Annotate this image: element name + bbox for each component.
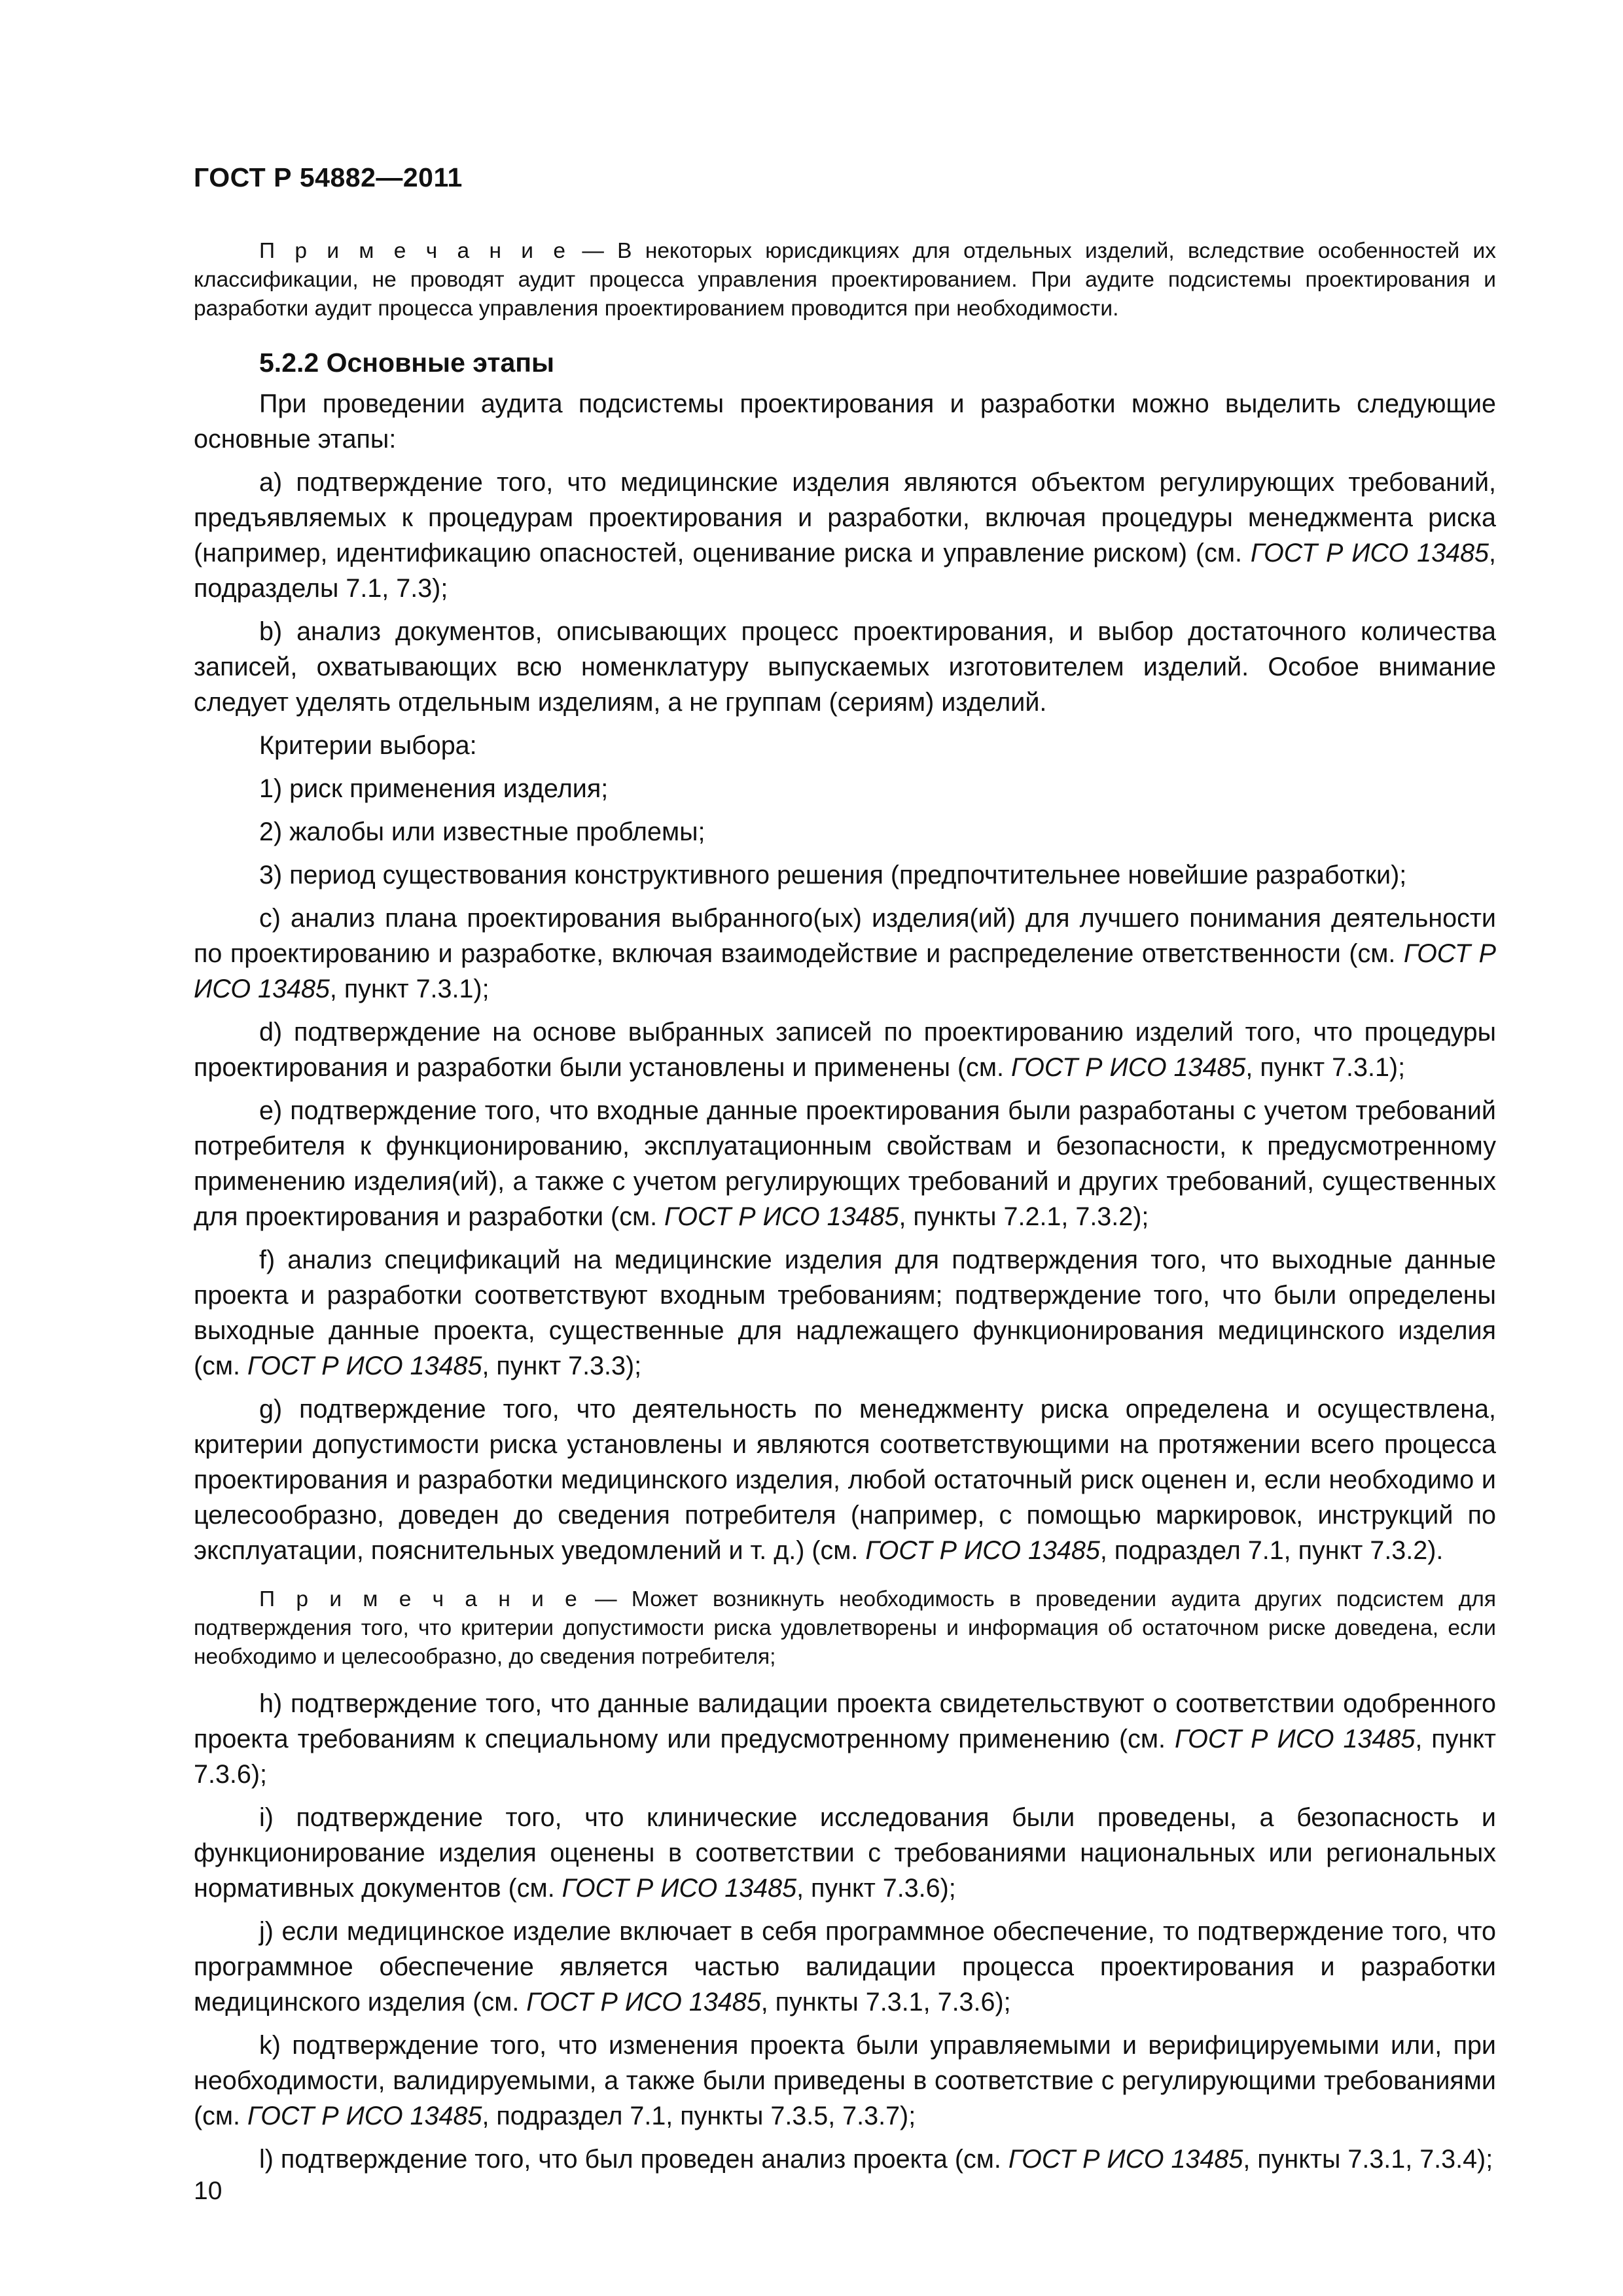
reference: ГОСТ Р ИСО 13485: [1174, 1725, 1416, 1753]
note-paragraph: [194, 237, 1496, 323]
item-d: d) подтверждение на основе выбранных записей по проектированию изделий того, что процедуры проектирования и разработки были установлены и применены (см. ГОСТ Р ИСО 13485, пункт 7.3.1);: [194, 1018, 1496, 1082]
item-b: b) анализ документов, описывающих процесс проектирования, и выбор достаточного количества записей, охватывающих всю номенклатуру выпускаемых изготовителем изделий. Особое внимание следует уделять отдельным изделиям, а не группам (сериям) изделий.: [194, 617, 1496, 717]
reference: ГОСТ Р ИСО 13485: [526, 1988, 761, 2017]
reference: ГОСТ Р ИСО 13485: [664, 1202, 899, 1231]
item-e: e) подтверждение того, что входные данные проектирования были разработаны с учетом требований потребителя к функционированию, эксплуатационным свойствам и безопасности, к предусмотренному применению изделия(ий), а также с учетом регулирующих требований и других требований, существенных для проектирования и разработки (см. ГОСТ Р ИСО 13485, пункты 7.2.1, 7.3.2);: [194, 1096, 1496, 1231]
item-j: j) если медицинское изделие включает в себя программное обеспечение, то подтверждение того, что программное обеспечение является частью валидации процесса проектирования и разработки медицинского изделия (см. ГОСТ Р ИСО 13485, пункты 7.3.1, 7.3.6);: [194, 1917, 1496, 2017]
item-a: a) подтверждение того, что медицинские изделия являются объектом регулирующих требований, предъявляемых к процедурам проектирования и разработки, включая процедуры менеджмента риска (например, идентификацию опасностей, оценивание риска и управление риском) (см. ГОСТ Р ИСО 13485, подразделы 7.1, 7.3);: [194, 468, 1496, 603]
item-l: l) подтверждение того, что был проведен анализ проекта (см. ГОСТ Р ИСО 13485, пункты 7.3.1, 7.3.4);: [259, 2145, 1493, 2174]
section-heading: 5.2.2 Основные этапы: [259, 348, 555, 378]
criteria-item: 1) риск применения изделия;: [259, 774, 609, 803]
note-text: — В некоторых юрисдикциях для отдельных изделий, вследствие особенностей их классификации, не проводят аудит процесса управления проектированием. При аудите подсистемы проектирования и разработки аудит процесса управления проектированием проводится при необходимости.: [194, 239, 1497, 321]
reference: ГОСТ Р ИСО 13485: [247, 2102, 482, 2130]
item-h: h) подтверждение того, что данные валидации проекта свидетельствуют о соответствии одобренного проекта требованиям к специальному или предусмотренному применению (см. ГОСТ Р ИСО 13485, пункт 7.3.6);: [194, 1689, 1497, 1789]
intro-paragraph: При проведении аудита подсистемы проектирования и разработки можно выделить следующие основные этапы:: [194, 389, 1496, 454]
document-header: ГОСТ Р 54882—2011: [194, 162, 463, 192]
criteria-title: Критерии выбора:: [259, 731, 477, 760]
reference: ГОСТ Р ИСО 13485: [194, 939, 1497, 1003]
item-f: f) анализ спецификаций на медицинские изделия для подтверждения того, что выходные данные проекта и разработки соответствуют входным требованиям; подтверждение того, что были определены выходные данные проекта, существенные для надлежащего функционирования медицинского изделия (см. ГОСТ Р ИСО 13485, пункт 7.3.3);: [194, 1246, 1496, 1380]
reference: ГОСТ Р ИСО 13485: [247, 1352, 482, 1380]
note-paragraph: [194, 1585, 1496, 1672]
item-g: g) подтверждение того, что деятельность по менеджменту риска определена и осуществлена, критерии допустимости риска установлены и являются соответствующими на протяжении всего процесса проектирования и разработки медицинского изделия, любой остаточный риск оценен и, если необходимо и целесообразно, доведен до сведения потребителя (например, с помощью маркировок, инструкций по эксплуатации, пояснительных уведомлений и т. д.) (см. ГОСТ Р ИСО 13485, подраздел 7.1, пункт 7.3.2).: [194, 1395, 1496, 1565]
page-number: 10: [194, 2177, 223, 2205]
reference: ГОСТ Р ИСО 13485: [865, 1536, 1100, 1565]
reference: ГОСТ Р ИСО 13485: [1010, 1053, 1246, 1082]
item-c: c) анализ плана проектирования выбранного(ых) изделия(ий) для лучшего понимания деятельности по проектированию и разработке, включая взаимодействие и распределение ответственности (см. ГОСТ Р ИСО 13485, пункт 7.3.1);: [194, 904, 1497, 1003]
reference: ГОСТ Р ИСО 13485: [1008, 2145, 1243, 2174]
document-body: [194, 237, 1496, 2185]
note-label: П р и м е ч а н и е: [259, 239, 569, 263]
reference: ГОСТ Р ИСО 13485: [562, 1874, 797, 1903]
criteria-item: 2) жалобы или известные проблемы;: [259, 817, 705, 846]
note-text: — Может возникнуть необходимость в проведении аудита других подсистем для подтверждения того, что критерии допустимости риска удовлетворены и информация об остаточном риске доведена, если необходимо и целесообразно, до сведения потребителя;: [194, 1587, 1496, 1669]
item-k: k) подтверждение того, что изменения проекта были управляемыми и верифицируемыми или, при необходимости, валидируемыми, а также были приведены в соответствие с регулирующими требованиями (см. ГОСТ Р ИСО 13485, подраздел 7.1, пункты 7.3.5, 7.3.7);: [194, 2031, 1496, 2130]
item-i: i) подтверждение того, что клинические исследования были проведены, а безопасность и функционирование изделия оценены в соответствии с требованиями национальных или региональных нормативных документов (см. ГОСТ Р ИСО 13485, пункт 7.3.6);: [194, 1803, 1496, 1903]
reference: ГОСТ Р ИСО 13485: [1250, 539, 1489, 567]
criteria-item: 3) период существования конструктивного решения (предпочтительнее новейшие разработки);: [259, 861, 1407, 889]
note-label: П р и м е ч а н и е: [259, 1587, 580, 1611]
